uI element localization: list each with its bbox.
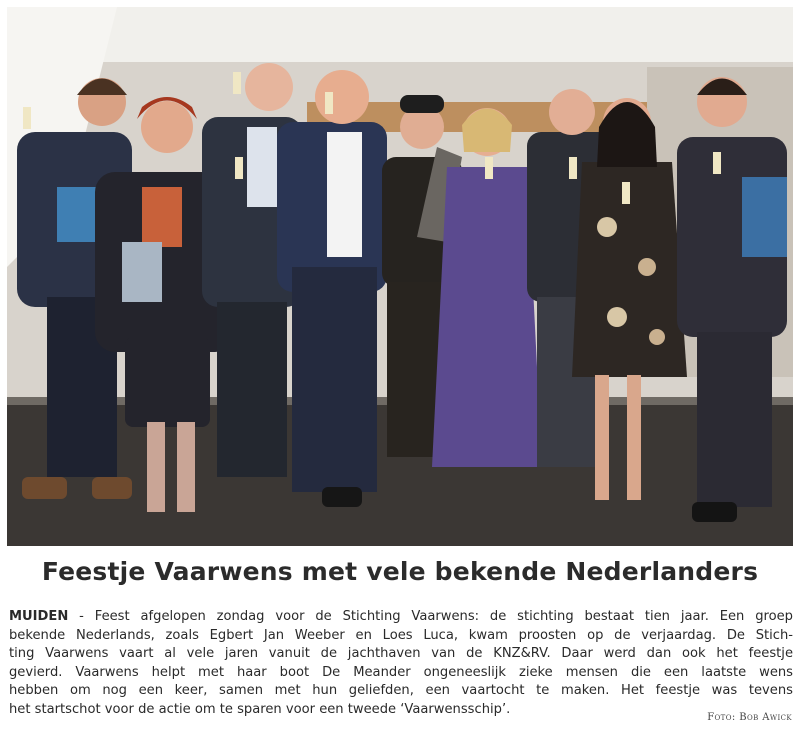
photo-ceiling	[7, 7, 793, 62]
body-line-3: ting Vaarwens vaart al vele jaren vanuit de jachthaven van de KNZ&RV. Daar werd dan ook het feestje	[9, 646, 793, 662]
headline: Feestje Vaarwens met vele bekende Nederlanders	[41, 557, 759, 586]
body-line-2: bekende Nederlands, zoals Egbert Jan Weeber en Loes Luca, kwam proosten op de verjaardag. De Stich-	[9, 627, 793, 643]
body-line-5: hebben om nog een keer, samen met hun geliefden, een vaartocht te maken. Het feestje was tevens	[9, 683, 793, 699]
body-line-6: het startschot voor de actie om te sparen voor een tweede ‘Vaarwensschip’.	[9, 701, 511, 717]
photo-credit: Foto: Bob Awick	[707, 712, 792, 723]
dateline: MUIDEN	[9, 609, 69, 624]
person-4	[277, 70, 387, 507]
body-line-4: gevierd. Vaarwens helpt met haar boot De Meander ongeneeslijk zieke mensen die een laatste wens	[9, 664, 793, 680]
body-line-1	[9, 608, 793, 627]
article-body	[9, 608, 793, 720]
group-photo-illustration	[7, 7, 793, 546]
group-photo	[7, 7, 793, 546]
body-line-1-text: - Feest afgelopen zondag voor de Stichting Vaarwens: de stichting bestaat tien jaar. Een groep	[68, 609, 793, 624]
